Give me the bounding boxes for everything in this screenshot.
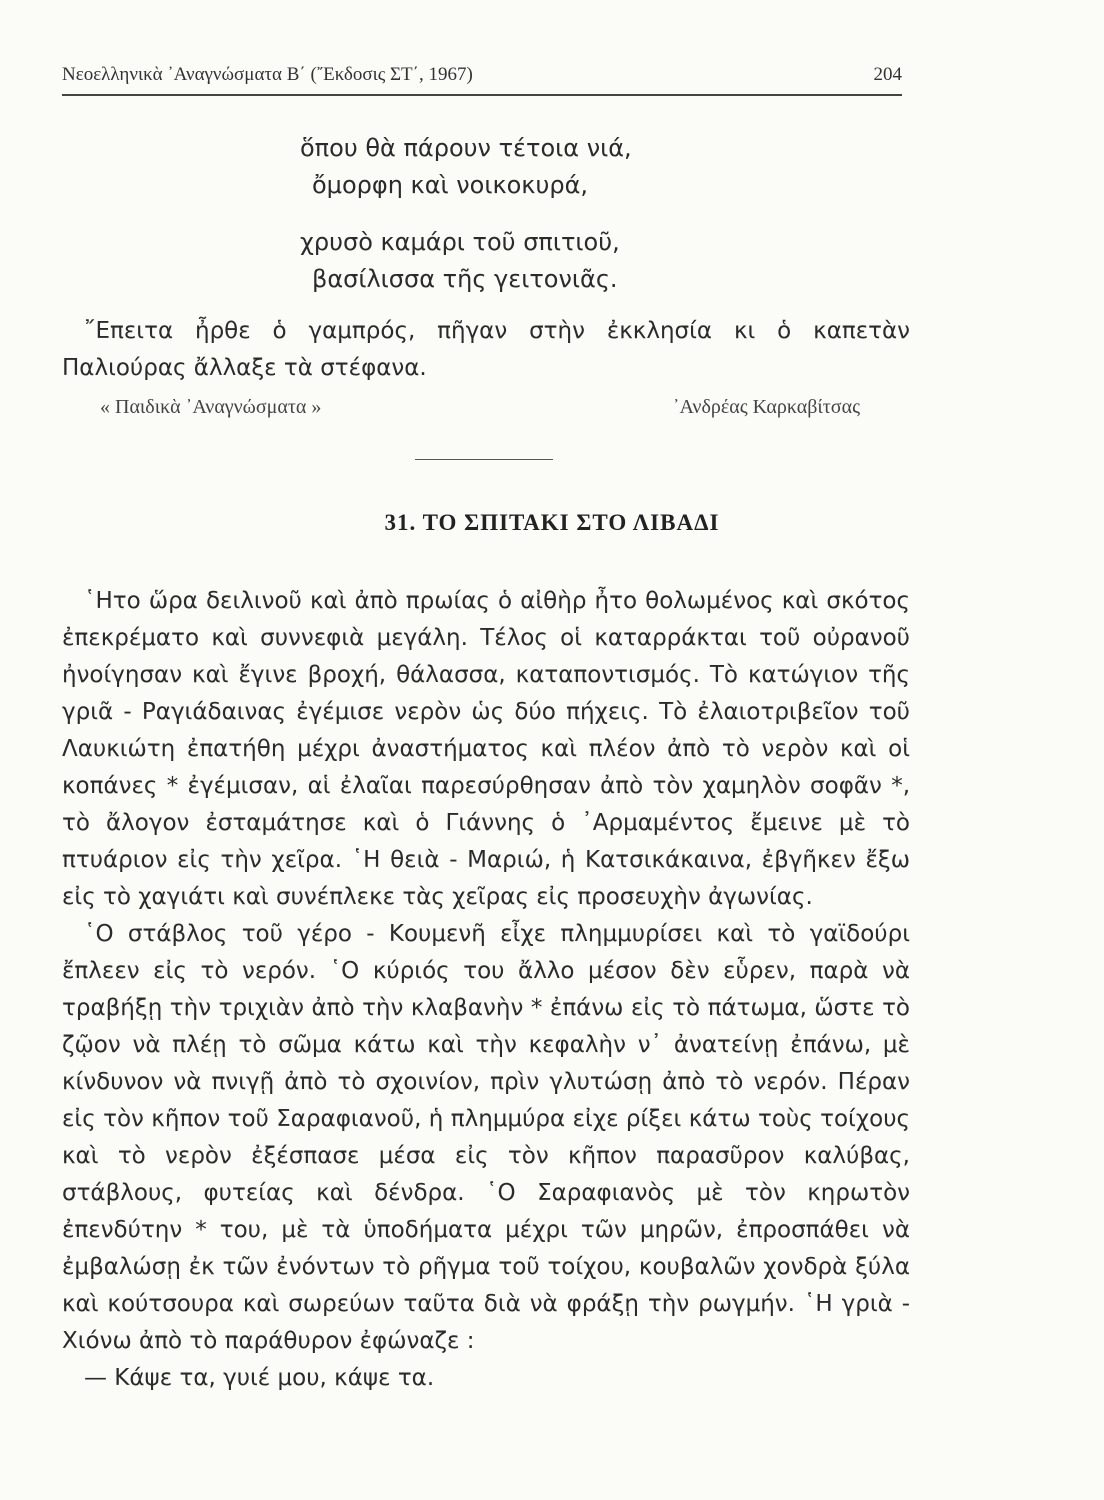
- author-name: ᾿Ανδρέας Καρκαβίτσας: [672, 396, 860, 418]
- closing-paragraph: ῎Επειτα ἦρθε ὁ γαμπρός, πῆγαν στὴν ἐκκλησία κι ὁ καπετὰν Παλιούρας ἄλλαξε τὰ στέφανα.: [62, 318, 910, 381]
- section-separator: [415, 459, 553, 460]
- header-rule: [62, 94, 902, 96]
- body-paragraph: ῾Ητο ὥρα δειλινοῦ καὶ ἀπὸ πρωίας ὁ αἰθὴρ ἦτο θολωμένος καὶ σκότος ἐπεκρέματο καὶ συννεφιὰ μεγάλη. Τέλος οἱ καταρράκται τοῦ οὐρανοῦ ἠνοίγησαν καὶ ἔγινε βροχή, θάλασσα, καταποντισμός. Τὸ κατώγιον τῆς γριᾶ - Ραγιάδαινας ἐγέμισε νερὸν ὡς δύο πήχεις. Τὸ ἐλαιοτριβεῖον τοῦ Λαυκιώτη ἐπατήθη μέχρι ἀναστήματος καὶ πλέον ἀπὸ τὸ νερὸν καὶ οἱ κοπάνες * ἐγέμισαν, αἱ ἐλαῖαι παρεσύρθησαν ἀπὸ τὸν χαμηλὸν σοφᾶν *, τὸ ἄλογον ἐσταμάτησε καὶ ὁ Γιάννης ὁ ᾿Αρμαμέντος ἔμεινε μὲ τὸ πτυάριον εἰς τὴν χεῖρα. ῾Η θειὰ - Μαριώ, ἡ Κατσικάκαινα, ἐβγῆκεν ἔξω εἰς τὸ χαγιάτι καὶ συνέπλεκε τὰς χεῖρας εἰς προσευχὴν ἀγωνίας.: [62, 588, 910, 910]
- stanza-gap: [300, 204, 632, 224]
- running-title: Νεοελληνικὰ ᾿Αναγνώσματα Β΄ (῎Εκδοσις ΣΤ΄, 1967): [62, 64, 473, 85]
- poem-line: ὄμορφη καὶ νοικοκυρά,: [312, 171, 589, 199]
- poem-line: χρυσὸ καμάρι τοῦ σπιτιοῦ,: [300, 228, 620, 256]
- page-number: 204: [873, 64, 902, 85]
- running-head: [62, 64, 902, 86]
- source-title: « Παιδικὰ ᾿Αναγνώσματα »: [100, 396, 322, 418]
- chapter-title: 31. ΤΟ ΣΠΙΤΑΚΙ ΣΤΟ ΛΙΒΑΔΙ: [384, 510, 720, 535]
- chapter-body: [62, 583, 910, 1397]
- poem-line: ὅπου θὰ πάρουν τέτοια νιά,: [300, 134, 632, 162]
- body-paragraph: ῾Ο στάβλος τοῦ γέρο - Κουμενῆ εἶχε πλημμυρίσει καὶ τὸ γαϊδούρι ἔπλεεν εἰς τὸ νερόν. ῾Ο κύριός του ἄλλο μέσον δὲν εὗρεν, παρὰ νὰ τραβήξῃ τὴν τριχιὰν ἀπὸ τὴν κλαβανὴν * ἐπάνω εἰς τὸ πάτωμα, ὥστε τὸ ζῷον νὰ πλέῃ τὸ σῶμα κάτω καὶ τὴν κεφαλὴν ν᾿ ἀνατείνῃ ἐπάνω, μὲ κίνδυνον νὰ πνιγῇ ἀπὸ τὸ σχοινίον, πρὶν γλυτώσῃ ἀπὸ τὸ νερόν. Πέραν εἰς τὸν κῆπον τοῦ Σαραφιανοῦ, ἡ πλημμύρα εἰχε ρίξει κάτω τοὺς τοίχους καὶ τὸ νερὸν ἐξέσπασε μέσα εἰς τὸν κῆπον παρασῦρον καλύβας, στάβλους, φυτείας καὶ δένδρα. ῾Ο Σαραφιανὸς μὲ τὸν κηρωτὸν ἐπενδύτην * του, μὲ τὰ ὑποδήματα μέχρι τῶν μηρῶν, ἐπροσπάθει νὰ ἐμβαλώσῃ ἐκ τῶν ἐνόντων τὸ ρῆγμα τοῦ τοίχου, κουβαλῶν χονδρὰ ξύλα καὶ κούτσουρα καὶ σωρεύων ταῦτα διὰ νὰ φράξῃ τὴν ρωγμήν. ῾Η γριὰ - Χιόνω ἀπὸ τὸ παράθυρον ἐφώναζε :: [62, 921, 910, 1354]
- closing-paragraph-block: [62, 313, 910, 387]
- poem-line: βασίλισσα τῆς γειτονιᾶς.: [312, 265, 618, 293]
- poem-stanzas: [300, 130, 632, 298]
- dialogue-line: — Κάψε τα, γυιέ μου, κάψε τα.: [84, 1365, 435, 1391]
- source-attribution: [100, 396, 860, 419]
